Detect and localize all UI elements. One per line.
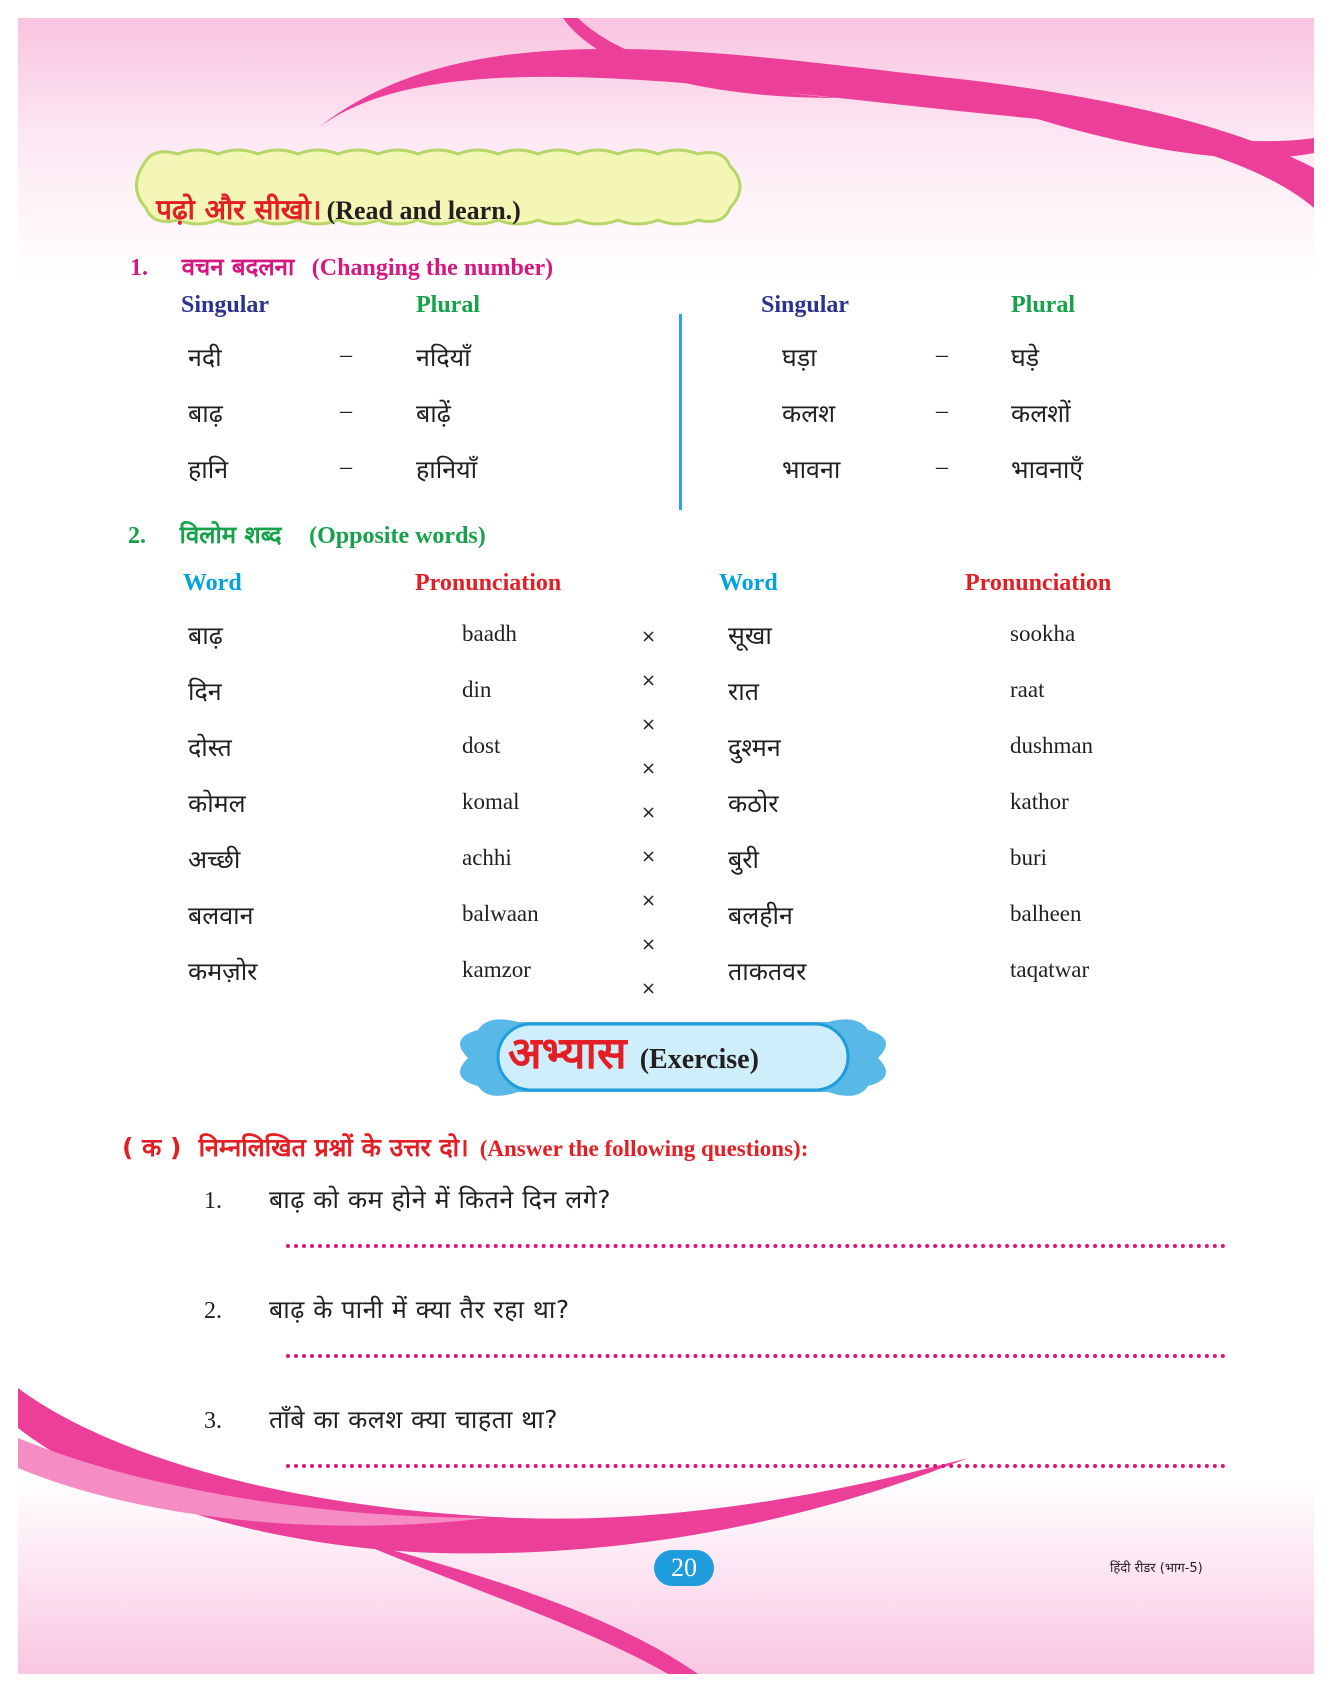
opposite-word: बुरी <box>728 845 759 874</box>
answer-line[interactable] <box>286 1354 1226 1358</box>
exercise-title <box>508 1021 759 1081</box>
cross-mark: × <box>641 802 657 823</box>
page-number: 20 <box>654 1550 714 1586</box>
word: कमज़ोर <box>188 957 258 986</box>
part-heading-hindi: निम्नलिखित प्रश्नों के उत्तर दो। <box>198 1133 469 1162</box>
dash: – <box>936 398 948 424</box>
pronunciation: din <box>462 677 492 702</box>
singular-header-right: Singular <box>761 292 850 318</box>
plural-header-left: Plural <box>416 292 480 318</box>
cross-mark: × <box>641 626 657 647</box>
exercise-title-english: (Exercise) <box>639 1044 759 1075</box>
word: अच्छी <box>188 845 241 874</box>
dash: – <box>340 398 352 424</box>
section1-title-english: (Changing the number) <box>311 255 554 281</box>
answer-line[interactable] <box>286 1244 1226 1248</box>
opposite-word: कठोर <box>728 789 779 818</box>
dash: – <box>936 454 948 480</box>
book-title: हिंदी रीडर (भाग-5) <box>1110 1561 1203 1576</box>
question-text: ताँबे का कलश क्या चाहता था? <box>269 1405 558 1434</box>
cross-mark: × <box>641 978 657 999</box>
plural-word: भावनाएँ <box>1011 455 1084 484</box>
question-number: 3. <box>204 1408 222 1434</box>
opposite-pronunciation: raat <box>1010 677 1045 702</box>
pronunciation-header-right: Pronunciation <box>965 570 1112 596</box>
section1-title-hindi: वचन बदलना <box>181 253 295 281</box>
word: बलवान <box>188 901 254 930</box>
part-heading-english: (Answer the following questions): <box>479 1136 809 1161</box>
opposite-pronunciation: kathor <box>1010 789 1069 814</box>
pronunciation: achhi <box>462 845 512 870</box>
plural-word: नदियाँ <box>416 343 471 372</box>
pronunciation: balwaan <box>462 901 539 926</box>
word: दिन <box>188 677 222 706</box>
exercise-title-hindi: अभ्यास <box>508 1028 627 1079</box>
plural-word: हानियाँ <box>416 455 478 484</box>
singular-word: भावना <box>782 455 841 484</box>
word: बाढ़ <box>188 621 223 650</box>
singular-header-left: Singular <box>181 292 270 318</box>
section2-heading <box>128 518 486 551</box>
banner-title-hindi: पढ़ो और सीखो। <box>156 193 322 226</box>
singular-word: नदी <box>188 343 222 372</box>
plural-word: घड़े <box>1011 343 1040 372</box>
banner-title <box>156 190 521 228</box>
question-text: बाढ़ के पानी में क्या तैर रहा था? <box>269 1295 570 1324</box>
opposite-word: बलहीन <box>728 901 793 930</box>
cross-mark: × <box>641 934 657 955</box>
opposite-pronunciation: buri <box>1010 845 1048 870</box>
plural-header-right: Plural <box>1011 292 1075 318</box>
plural-word: बाढ़ें <box>416 399 451 428</box>
cross-mark: × <box>641 670 657 691</box>
dash: – <box>340 454 352 480</box>
section2-number: 2. <box>128 523 146 549</box>
pronunciation: kamzor <box>462 957 531 982</box>
opposite-pronunciation: dushman <box>1010 733 1094 758</box>
question-text: बाढ़ को कम होने में कितने दिन लगे? <box>269 1185 612 1214</box>
exercise-part-heading <box>122 1130 808 1164</box>
singular-word: हानि <box>188 455 229 484</box>
singular-word: घड़ा <box>782 343 817 372</box>
word-header-left: Word <box>183 570 242 596</box>
singular-word: बाढ़ <box>188 399 223 428</box>
pronunciation: baadh <box>462 621 517 646</box>
part-label: ( क ) <box>122 1133 182 1162</box>
section2-title-hindi: विलोम शब्द <box>179 521 282 549</box>
word: दोस्त <box>188 733 232 762</box>
pronunciation-header-left: Pronunciation <box>415 570 562 596</box>
question-number: 2. <box>204 1298 222 1324</box>
textbook-page <box>18 18 1314 1674</box>
opposite-pronunciation: balheen <box>1010 901 1082 926</box>
dash: – <box>340 342 352 368</box>
opposite-word: ताकतवर <box>728 957 807 986</box>
opposite-pronunciation: taqatwar <box>1010 957 1090 982</box>
pronunciation: dost <box>462 733 501 758</box>
section1-number: 1. <box>130 255 148 281</box>
pronunciation: komal <box>462 789 520 814</box>
singular-word: कलश <box>782 399 836 428</box>
answer-line[interactable] <box>286 1464 1226 1468</box>
word-header-right: Word <box>719 570 778 596</box>
banner-title-english: (Read and learn.) <box>326 196 521 225</box>
cross-mark: × <box>641 846 657 867</box>
section2-title-english: (Opposite words) <box>309 523 486 549</box>
word: कोमल <box>188 789 246 818</box>
opposite-pronunciation: sookha <box>1010 621 1076 646</box>
opposite-word: रात <box>728 677 759 706</box>
plural-word: कलशों <box>1011 399 1071 428</box>
cross-mark: × <box>641 714 657 735</box>
cross-mark: × <box>641 890 657 911</box>
opposite-word: दुश्मन <box>728 733 781 762</box>
opposite-word: सूखा <box>728 621 772 650</box>
column-divider <box>679 314 682 510</box>
cross-mark: × <box>641 758 657 779</box>
section1-heading <box>130 250 553 283</box>
question-number: 1. <box>204 1188 222 1214</box>
dash: – <box>936 342 948 368</box>
